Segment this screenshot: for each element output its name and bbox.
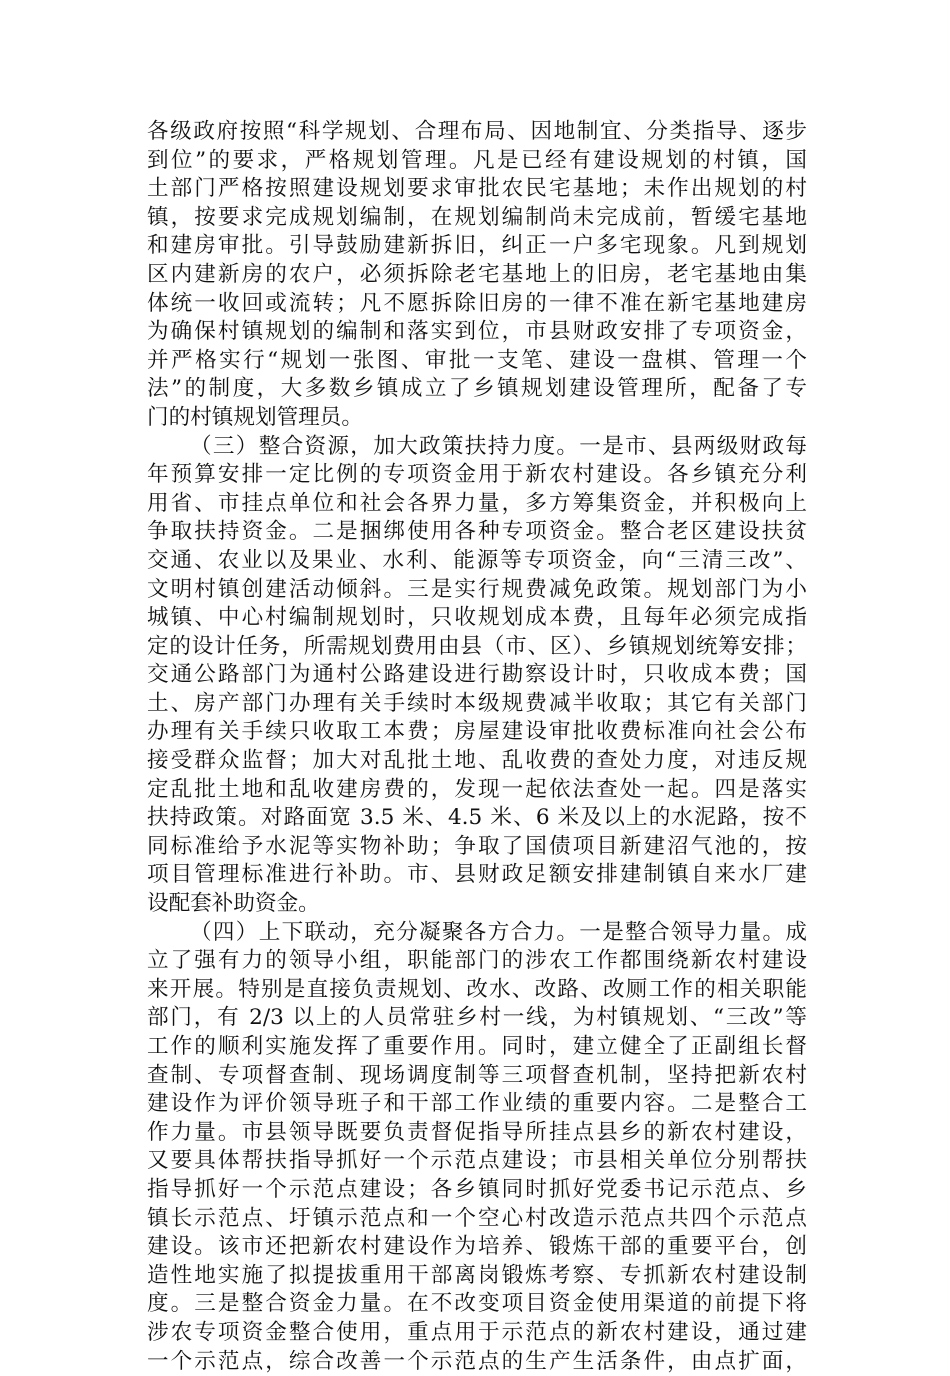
text-line: 用省、市挂点单位和社会各界力量，多方筹集资金，并积极向上 (147, 490, 807, 516)
text-line: 涉农专项资金整合使用，重点用于示范点的新农村建设，通过建 (147, 1319, 807, 1345)
text-line: 镇，按要求完成规划编制，在规划编制尚未完成前，暂缓宅基地 (147, 204, 807, 230)
text-line: 并严格实行“规划一张图、审批一支笔、建设一盘棋、管理一个 (147, 347, 807, 373)
text-line: 年预算安排一定比例的专项资金用于新农村建设。各乡镇充分利 (147, 462, 807, 488)
text-line: 来开展。特别是直接负责规划、改水、改路、改厕工作的相关职能 (147, 976, 807, 1002)
text-line: 文明村镇创建活动倾斜。三是实行规费减免政策。规划部门为小 (147, 576, 807, 602)
text-line: 土部门严格按照建设规划要求审批农民宅基地；未作出规划的村 (147, 176, 807, 202)
text-line: 度。三是整合资金力量。在不改变项目资金使用渠道的前提下将 (147, 1291, 807, 1317)
text-line: 定乱批土地和乱收建房费的，发现一起依法查处一起。四是落实 (147, 776, 807, 802)
text-line: 又要具体帮扶指导抓好一个示范点建设；市县相关单位分别帮扶 (147, 1148, 807, 1174)
document-body-text (147, 118, 807, 1376)
text-line: 和建房审批。引导鼓励建新拆旧，纠正一户多宅现象。凡到规划 (147, 233, 807, 259)
text-line: 部门，有 2/3 以上的人员常驻乡村一线，为村镇规划、“三改”等 (147, 1005, 807, 1031)
text-line: （三）整合资源，加大政策扶持力度。一是市、县两级财政每 (190, 433, 807, 459)
text-line: 接受群众监督；加大对乱批土地、乱收费的查处力度，对违反规 (147, 748, 807, 774)
text-line: 为确保村镇规划的编制和落实到位，市县财政安排了专项资金， (147, 319, 807, 345)
text-line: 办理有关手续只收取工本费；房屋建设审批收费标准向社会公布 (147, 719, 807, 745)
text-line: 立了强有力的领导小组，职能部门的涉农工作都围绕新农村建设 (147, 948, 807, 974)
text-line: 一个示范点，综合改善一个示范点的生产生活条件，由点扩面， (147, 1348, 807, 1374)
text-line: 门的村镇规划管理员。 (147, 404, 363, 430)
text-line: 镇长示范点、圩镇示范点和一个空心村改造示范点共四个示范点 (147, 1205, 807, 1231)
text-line: 城镇、中心村编制规划时，只收规划成本费，且每年必须完成指 (147, 605, 807, 631)
text-line: 造性地实施了拟提拔重用干部离岗锻炼考察、专抓新农村建设制 (147, 1262, 807, 1288)
text-line: 建设作为评价领导班子和干部工作业绩的重要内容。二是整合工 (147, 1091, 807, 1117)
text-line: 扶持政策。对路面宽 3.5 米、4.5 米、6 米及以上的水泥路，按不 (147, 805, 807, 831)
text-line: 工作的顺利实施发挥了重要作用。同时，建立健全了正副组长督 (147, 1034, 807, 1059)
text-line: 指导抓好一个示范点建设；各乡镇同时抓好党委书记示范点、乡 (147, 1176, 807, 1202)
text-line: 交通、农业以及果业、水利、能源等专项资金，向“三清三改”、 (147, 547, 807, 573)
text-line: 交通公路部门为通村公路建设进行勘察设计时，只收成本费；国 (147, 662, 807, 688)
text-line: 到位”的要求，严格规划管理。凡是已经有建设规划的村镇，国 (147, 147, 807, 173)
text-line: 设配套补助资金。 (147, 891, 320, 917)
text-line: 体统一收回或流转；凡不愿拆除旧房的一律不准在新宅基地建房 (147, 290, 807, 316)
text-line: 建设。该市还把新农村建设作为培养、锻炼干部的重要平台，创 (147, 1234, 807, 1260)
text-line: 区内建新房的农户，必须拆除老宅基地上的旧房，老宅基地由集 (147, 261, 807, 287)
text-line: 查制、专项督查制、现场调度制等三项督查机制，坚持把新农村 (147, 1062, 807, 1088)
text-line: 项目管理标准进行补助。市、县财政足额安排建制镇自来水厂建 (147, 862, 807, 888)
text-line: 法”的制度，大多数乡镇成立了乡镇规划建设管理所，配备了专 (147, 376, 807, 402)
text-line: 定的设计任务，所需规划费用由县（市、区）、乡镇规划统筹安排； (147, 633, 807, 659)
text-line: （四）上下联动，充分凝聚各方合力。一是整合领导力量。成 (190, 919, 807, 945)
text-line: 同标准给予水泥等实物补助；争取了国债项目新建沼气池的，按 (147, 833, 807, 859)
text-line: 争取扶持资金。二是捆绑使用各种专项资金。整合老区建设扶贫 (147, 519, 807, 545)
text-line: 各级政府按照“科学规划、合理布局、因地制宜、分类指导、逐步 (147, 119, 807, 144)
text-line: 土、房产部门办理有关手续时本级规费减半收取；其它有关部门 (147, 690, 807, 716)
text-line: 作力量。市县领导既要负责督促指导所挂点县乡的新农村建设， (147, 1119, 807, 1145)
